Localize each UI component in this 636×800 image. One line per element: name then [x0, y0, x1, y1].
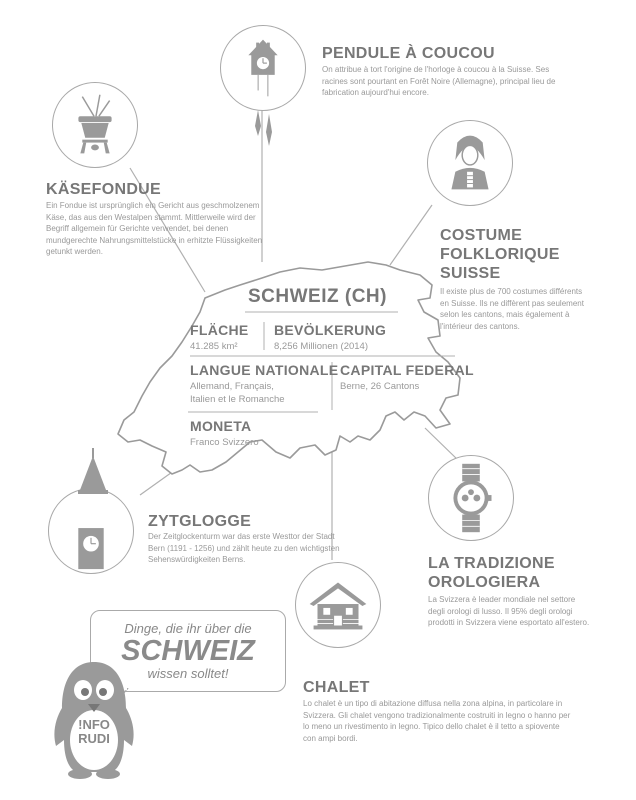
cuckoo-clock-icon — [220, 25, 306, 111]
costume-title-line3: SUISSE — [440, 265, 501, 282]
costume-title-line2: FOLKLORIQUE — [440, 246, 560, 263]
folk-costume-icon — [427, 120, 513, 206]
clock-tower-spire-icon — [76, 448, 110, 498]
area-label: FLÄCHE — [190, 322, 249, 338]
cuckoo-title: PENDULE À COUCOU — [322, 45, 495, 62]
population-value: 8,256 Millionen (2014) — [274, 341, 369, 352]
language-label: LANGUE NATIONALE — [190, 362, 339, 378]
watch-text: La Svizzera è leader mondiale nel settore degli orologi di lusso. Il 95% degli orologi prodotti in Svizzera viene esportato all'estero. — [428, 595, 590, 627]
fondue-text: Ein Fondue ist ursprünglich ein Gericht aus geschmolzenem Käse, das aus den Westalpen stammt. Mittlerweile wird der Begriff allgemein für Gerichte verwendet, bei denen mundgerechte Nahrungsmittelstücke in erhitzte Flüssigkeiten getunkt werden. — [46, 201, 263, 256]
language-value-line1: Allemand, Français, — [190, 381, 274, 392]
watch-title-line2: OROLOGIERA — [428, 574, 541, 591]
currency-value: Franco Svizzero — [190, 437, 259, 448]
zytglogge-text: Der Zeitglockenturm war das erste Westtor der Stadt Bern (1191 - 1256) und zählt heute zu den wichtigsten Sehenswürdigkeiten Berns. — [148, 532, 340, 564]
area-value: 41.285 km² — [190, 341, 238, 352]
fondue-pot-icon — [52, 82, 138, 168]
population-label: BEVÖLKERUNG — [274, 322, 387, 338]
mascot-line2: RUDI — [78, 731, 110, 746]
chalet-text: Lo chalet è un tipo di abitazione diffusa nella zona alpina, in particolare in Svizzera. Gli chalet vengono tradizionalmente costruiti in legno o hanno per lo meno un rivestimento in legno. Tipico dello chalet è il tetto a spiovente con ampi bordi. — [303, 699, 571, 743]
map-title: SCHWEIZ (CH) — [248, 286, 387, 307]
bubble-line1: Dinge, die ihr über die — [124, 621, 252, 636]
watch-title-line1: LA TRADIZIONE — [428, 555, 555, 572]
penguin-mascot-icon — [52, 660, 136, 780]
language-value-line2: Italien et le Romanche — [190, 394, 285, 405]
cuckoo-weights-icon — [254, 110, 276, 158]
capital-value: Berne, 26 Cantons — [340, 381, 420, 392]
chalet-title: CHALET — [303, 679, 370, 696]
capital-label: CAPITAL FEDERAL — [340, 362, 474, 378]
zytglogge-title: ZYTGLOGGE — [148, 513, 252, 530]
mascot-line1: !NFO — [78, 717, 110, 732]
currency-label: MONETA — [190, 418, 252, 434]
costume-text: Il existe plus de 700 costumes différents en Suisse. Ils ne diffèrent pas seulement selon les cantons, mais également à l'intérieur des cantons. — [440, 287, 584, 331]
bubble-line3: wissen solltet! — [147, 666, 229, 681]
wristwatch-icon — [428, 455, 514, 541]
bubble-line2: SCHWEIZ — [121, 635, 255, 667]
chalet-house-icon — [295, 562, 381, 648]
fondue-title: KÄSEFONDUE — [46, 181, 162, 198]
cuckoo-text: On attribue à tort l'origine de l'horloge à coucou à la Suisse. Ses racines sont pourtant en Forêt Noire (Allemagne), principal lieu de fabrication aujourd'hui encore. — [322, 65, 556, 97]
costume-title-line1: COSTUME — [440, 227, 523, 244]
clock-tower-icon — [48, 488, 134, 574]
